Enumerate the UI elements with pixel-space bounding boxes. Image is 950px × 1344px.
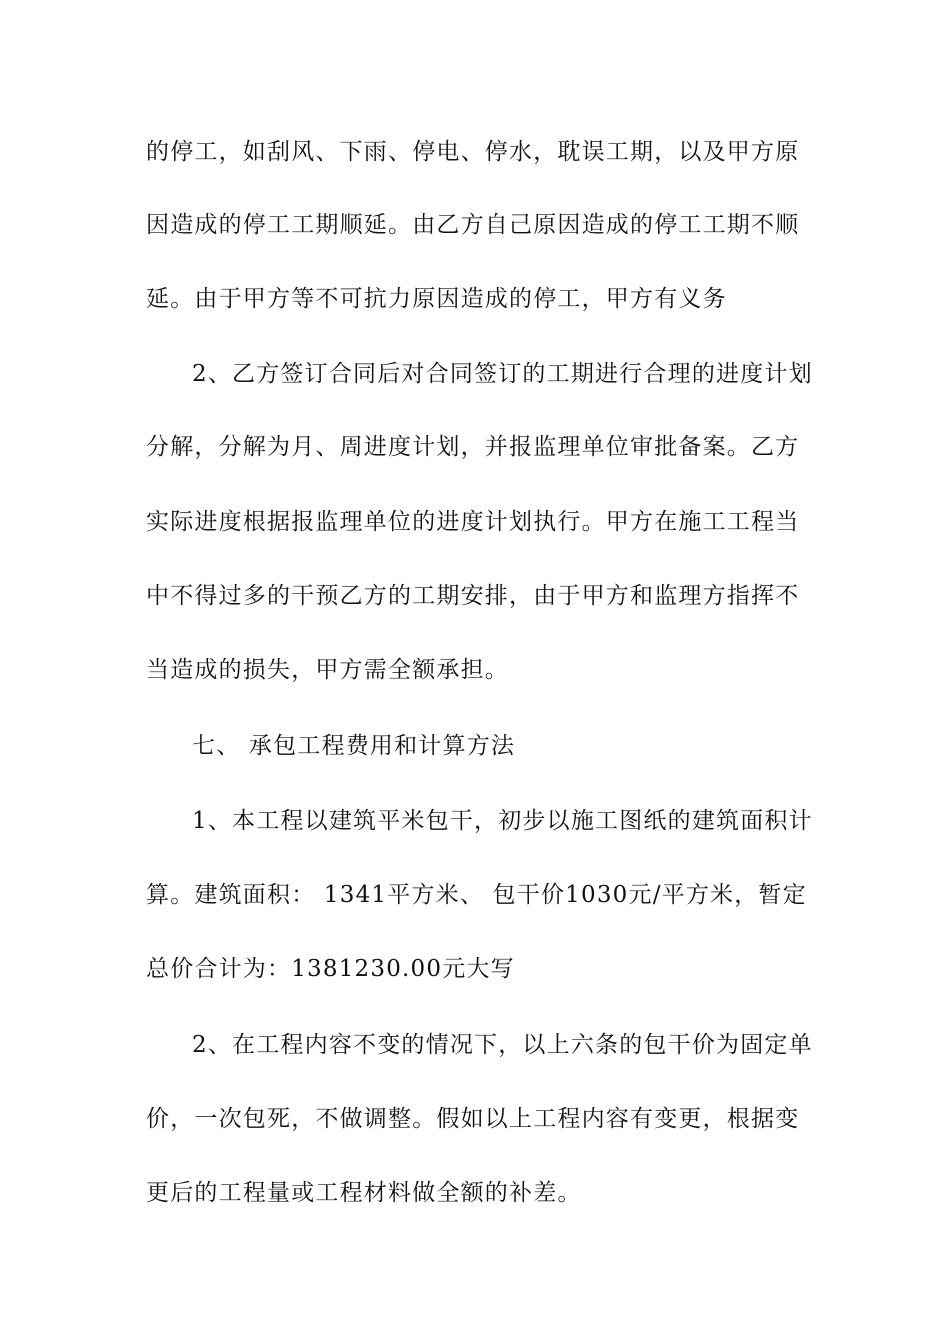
paragraph-line: 的停工，如刮风、下雨、停电、停水，耽误工期，以及甲方原 xyxy=(146,139,800,165)
paragraph-line: 2、乙方签订合同后对合同签订的工期进行合理的进度计划 xyxy=(192,361,813,387)
paragraph-line: 因造成的停工工期顺延。由乙方自己原因造成的停工工期不顺 xyxy=(146,212,800,238)
paragraph-line: 1、本工程以建筑平米包干，初步以施工图纸的建筑面积计 xyxy=(192,808,813,834)
section-heading: 七、 承包工程费用和计算方法 xyxy=(192,733,516,759)
paragraph-line: 延。由于甲方等不可抗力原因造成的停工，甲方有义务 xyxy=(146,286,727,312)
paragraph-line: 实际进度根据报监理单位的进度计划执行。甲方在施工工程当 xyxy=(146,509,800,535)
paragraph-line: 价，一次包死，不做调整。假如以上工程内容有变更，根据变 xyxy=(146,1106,800,1132)
paragraph-line: 算。建筑面积： 1341平方米、 包干价1030元/平方米，暂定 xyxy=(146,882,807,908)
paragraph-line: 分解，分解为月、周进度计划，并报监理单位审批备案。乙方 xyxy=(146,434,800,460)
paragraph-line: 当造成的损失，甲方需全额承担。 xyxy=(146,657,509,683)
paragraph-line: 中不得过多的干预乙方的工期安排，由于甲方和监理方指挥不 xyxy=(146,583,800,609)
paragraph-line: 总价合计为：1381230.00元大写 xyxy=(146,956,515,982)
paragraph-line: 更后的工程量或工程材料做全额的补差。 xyxy=(146,1180,582,1206)
paragraph-line: 2、在工程内容不变的情况下，以上六条的包干价为固定单 xyxy=(192,1032,813,1058)
